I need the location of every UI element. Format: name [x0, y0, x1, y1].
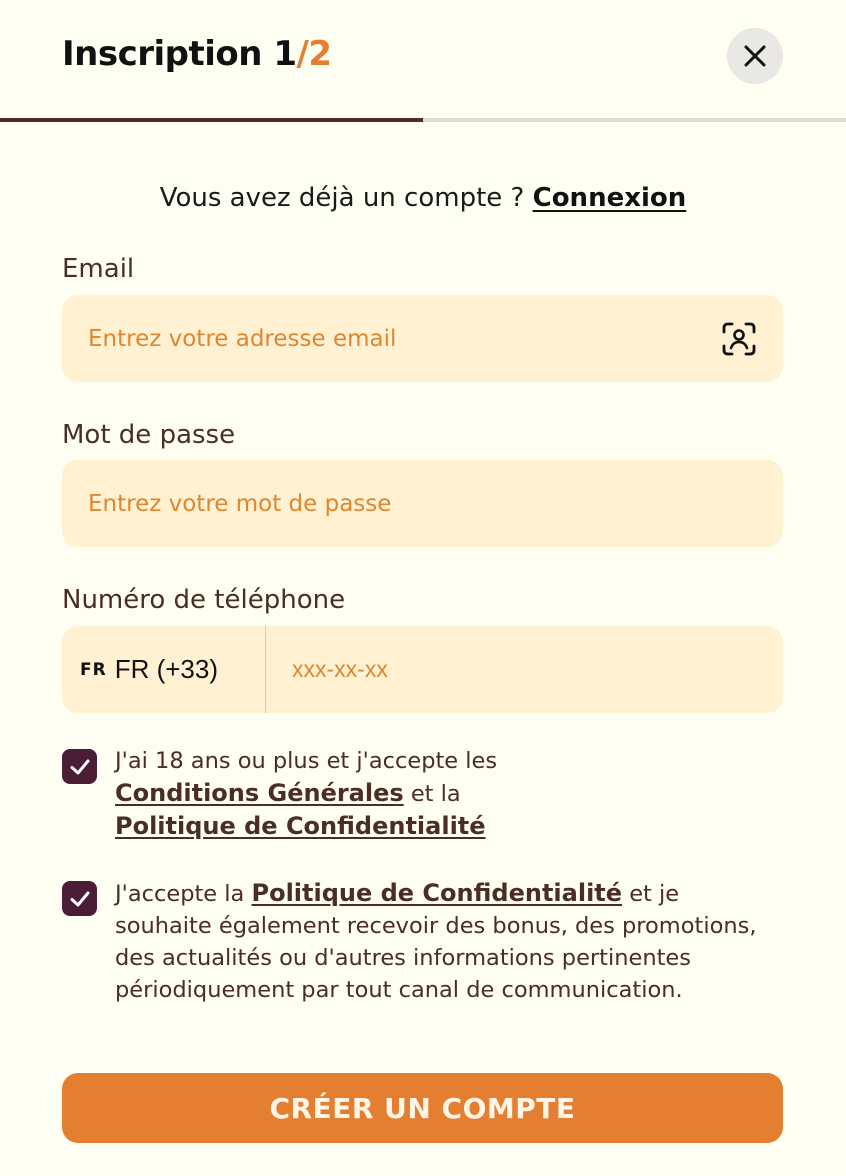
terms-text-middle: et la [403, 781, 461, 807]
privacy-link[interactable]: Politique de Confidentialité [115, 812, 486, 840]
login-prompt-text: Vous avez déjà un compte ? [159, 183, 533, 213]
password-label: Mot de passe [62, 420, 236, 450]
country-code-select[interactable] [62, 626, 266, 713]
title-total-steps: /2 [296, 34, 332, 74]
close-icon [743, 44, 767, 68]
checkmark-icon [69, 888, 91, 910]
email-field-container [62, 295, 783, 382]
marketing-checkbox[interactable] [62, 881, 97, 916]
password-field-container [62, 460, 783, 547]
phone-input[interactable] [292, 626, 752, 713]
step-progress-fill [0, 118, 423, 122]
step-progress-bar [0, 118, 846, 122]
close-button[interactable] [727, 28, 783, 84]
modal-header [0, 0, 846, 118]
password-input[interactable] [88, 460, 708, 547]
checkmark-icon [69, 756, 91, 778]
login-link[interactable]: Connexion [532, 183, 687, 213]
title-step: Inscription 1 [62, 34, 297, 74]
terms-consent-text [115, 745, 765, 843]
country-code-value: FR (+33) [114, 654, 219, 684]
phone-label: Numéro de téléphone [62, 585, 346, 615]
marketing-consent-text [115, 877, 765, 1006]
marketing-text-after: et je souhaite également recevoir des bonus, des promotions, des actualités ou d'autres informations pertinentes périodiquement par tout canal de communication. [115, 881, 757, 1003]
marketing-text-before: J'accepte la [115, 881, 252, 907]
country-flag-code: FR [80, 659, 107, 680]
login-prompt [0, 183, 846, 213]
terms-text-before: J'ai 18 ans ou plus et j'accepte les [115, 748, 498, 774]
phone-field-container [62, 626, 783, 713]
terms-link[interactable]: Conditions Générales [115, 779, 404, 807]
terms-checkbox[interactable] [62, 749, 97, 784]
face-id-icon[interactable] [722, 322, 756, 356]
page-title [62, 34, 332, 74]
email-input[interactable] [88, 295, 708, 382]
create-account-button[interactable]: CRÉER UN COMPTE [62, 1073, 783, 1143]
marketing-privacy-link[interactable]: Politique de Confidentialité [251, 879, 623, 907]
email-label: Email [62, 254, 135, 284]
